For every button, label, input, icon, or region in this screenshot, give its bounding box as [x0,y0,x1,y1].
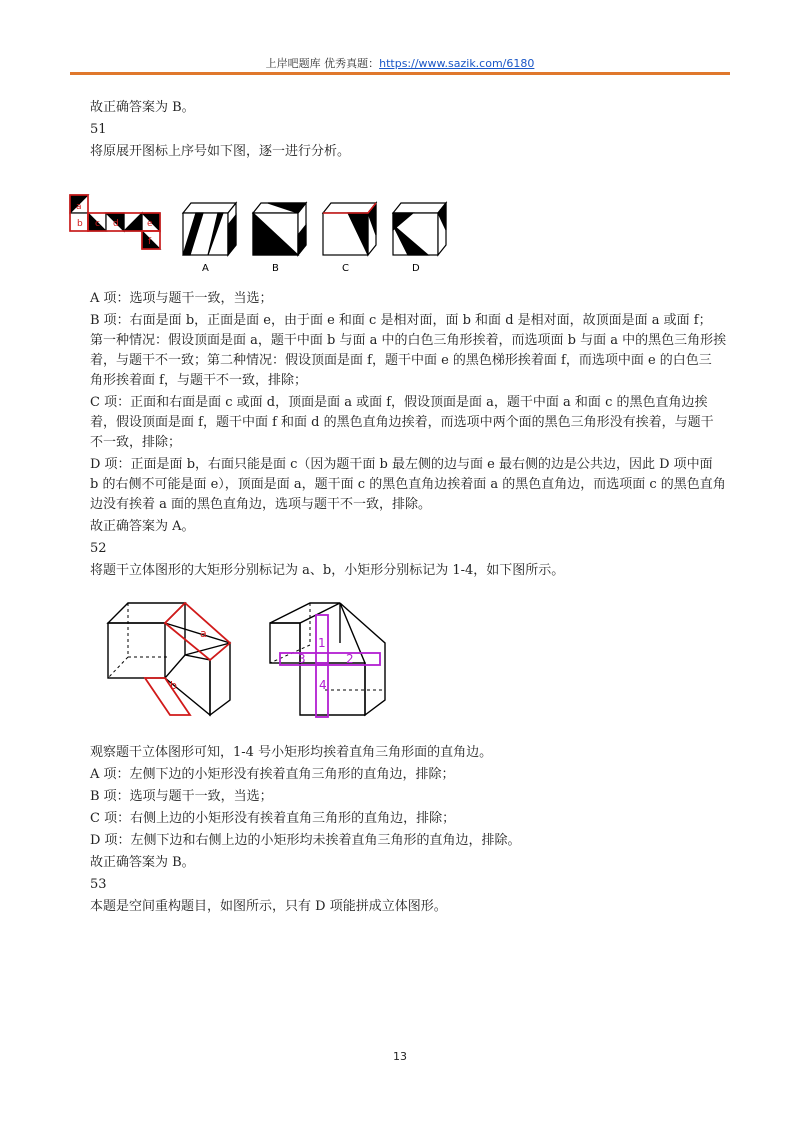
text-line: 故正确答案为 B。 [90,100,195,115]
text-line: 边没有挨着 a 面的黑色直角边，选项与题干不一致，排除。 [90,497,432,512]
text-line: 角形挨着面 f，与题干不一致，排除； [90,373,307,388]
question-number: 51 [90,122,107,137]
text-line: 第一种情况：假设顶面是面 a，题干中面 b 与面 a 中的白色三角形挨着，而选项面 b 与面 a 中的黑色三角形挨 [90,333,727,348]
option-cube-a [183,203,236,255]
text-line: A 项：选项与题干一致，当选； [90,291,273,306]
page-number: 13 [393,1050,407,1063]
text-line: 观察题干立体图形可知，1-4 号小矩形均挨着直角三角形面的直角边。 [90,745,493,760]
text-line: 故正确答案为 B。 [90,855,195,870]
option-label-b: B [272,263,279,274]
label-3: 3 [298,652,306,666]
text-line: B 项：选项与题干一致，当选； [90,789,273,804]
option-label-a: A [202,263,209,274]
header-url[interactable]: https://www.sazik.com/6180 [379,57,535,70]
text-line: C 项：正面和右面是面 c 或面 d，顶面是面 a 或面 f，假设顶面是面 a，题干中面 a 和面 c 的黑色直角边挨 [90,395,708,410]
net-label-f: f [148,237,152,247]
question-number: 52 [90,541,107,556]
text-line: 着，假设顶面是面 f，题干中面 f 和面 d 的黑色直角边挨着，而选项中两个面的黑色三角形没有挨着，与题干 [90,415,714,430]
label-b: b [170,679,177,692]
header-prefix: 上岸吧题库 优秀真题： [265,57,380,70]
text-line: 着，与题干不一致；第二种情况：假设顶面是面 f，题干中面 e 的黑色梯形挨着面 f，而选项中面 e 的白色三 [90,353,712,368]
text-line: D 项：正面是面 b，右面只能是面 c（因为题干面 b 最左侧的边与面 e 最右侧的边是公共边，因此 D 项中面 [90,457,713,472]
option-cube-c [323,203,376,255]
label-a: a [200,627,207,640]
net-label-d: d [113,219,119,229]
text-line: D 项：左侧下边和右侧上边的小矩形均未挨着直角三角形的直角边，排除。 [90,833,521,848]
text-line: b 的右侧不可能是面 e），顶面是面 a，题干面 c 的黑色直角边挨着面 a 的黑色直角边，而选项面 c 的黑色直角 [90,477,726,492]
text-line: 本题是空间重构题目，如图所示，只有 D 项能拼成立体图形。 [90,899,447,914]
text-line: 不一致，排除； [90,435,182,450]
label-2: 2 [346,652,354,666]
text-line: B 项：右面是面 b，正面是面 e，由于面 e 和面 c 是相对面，面 b 和面 d 是相对面，故顶面是面 a 或面 f； [90,313,712,328]
header-rule [70,72,730,75]
net-label-e: e [147,219,153,229]
option-label-c: C [342,263,349,274]
net-label-b: b [77,219,83,229]
label-4: 4 [319,678,327,692]
rect-a-b [145,603,230,715]
net-label-c: c [95,219,100,229]
net-label-a: a [76,202,82,212]
text-line: A 项：左侧下边的小矩形没有挨着直角三角形的直角边，排除； [90,767,455,782]
text-line: 将原展开图标上序号如下图，逐一进行分析。 [90,144,351,159]
text-line: C 项：右侧上边的小矩形没有挨着直角三角形的直角边，排除； [90,811,456,826]
figure-52 [100,595,400,730]
text-line: 将题干立体图形的大矩形分别标记为 a、b，小矩形分别标记为 1-4，如下图所示。 [90,563,565,578]
figure-51 [68,185,468,275]
question-number: 53 [90,877,107,892]
option-label-d: D [412,263,420,274]
page-header [70,55,730,71]
option-cube-b [253,203,306,255]
label-1: 1 [318,636,326,650]
text-line: 故正确答案为 A。 [90,519,195,534]
option-cube-d [393,203,446,255]
